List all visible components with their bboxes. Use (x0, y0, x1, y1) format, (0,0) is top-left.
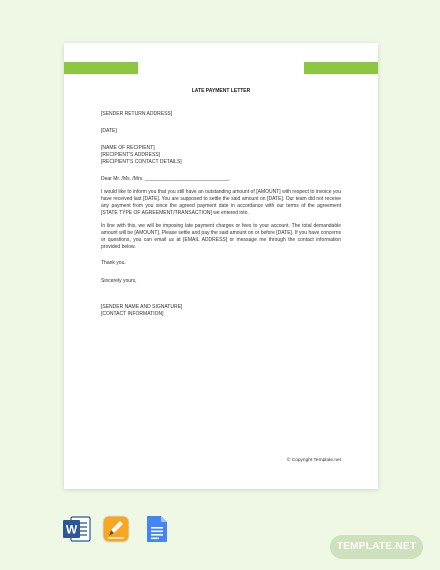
paragraph-2: In line with this, we will be imposing late payment charges or fees to your account. The total demandable amount will be [AMOUNT]. Please settle and pay the said amount on or before [DATE]. If you have concerns or questions, you can email us at [EMAIL ADDRESS] or message me through the contact information provided below. (101, 223, 341, 250)
header-band-left (64, 62, 138, 74)
template-net-badge[interactable]: TEMPLATE.NET (330, 535, 423, 559)
recipient-name: [NAME OF RECIPIENT] (101, 145, 155, 151)
paragraph-1: I would like to inform you that you still have an outstanding amount of [AMOUNT] with respect to invoice you have received last [DATE]. You are supposed to settle the said amount on [DATE]. Our team did not receive any payment from you since the agreed payment date in accordance with our terms of the agreement [STATE TYPE OF AGREEMENT/TRANSACTION] we entered into. (101, 189, 341, 216)
copyright-text: © Copyright Template.net (286, 458, 341, 463)
signature-contact: [CONTACT INFORMATION] (101, 311, 164, 317)
letter-date: [DATE] (101, 128, 117, 134)
pages-icon[interactable] (102, 515, 130, 543)
sender-address: [SENDER RETURN ADDRESS] (101, 111, 173, 117)
closing-line: Sincerely yours, (101, 278, 137, 284)
recipient-address: [RECIPIENT'S ADDRESS] (101, 152, 161, 158)
word-icon[interactable] (62, 515, 92, 543)
recipient-contact: [RECIPIENT'S CONTACT DETAILS] (101, 159, 182, 165)
header-band-right (304, 62, 378, 74)
letter-title: LATE PAYMENT LETTER (191, 88, 251, 94)
letter-page (64, 43, 378, 489)
letter-body (101, 111, 341, 318)
word-letter: W (65, 522, 78, 537)
signature-name: [SENDER NAME AND SIGNATURE] (101, 304, 183, 310)
thanks-line: Thank you. (101, 260, 126, 266)
google-docs-icon[interactable] (146, 515, 168, 543)
salutation: Dear Mr. /Ms. /Mrs. ______________________________, (101, 176, 230, 182)
